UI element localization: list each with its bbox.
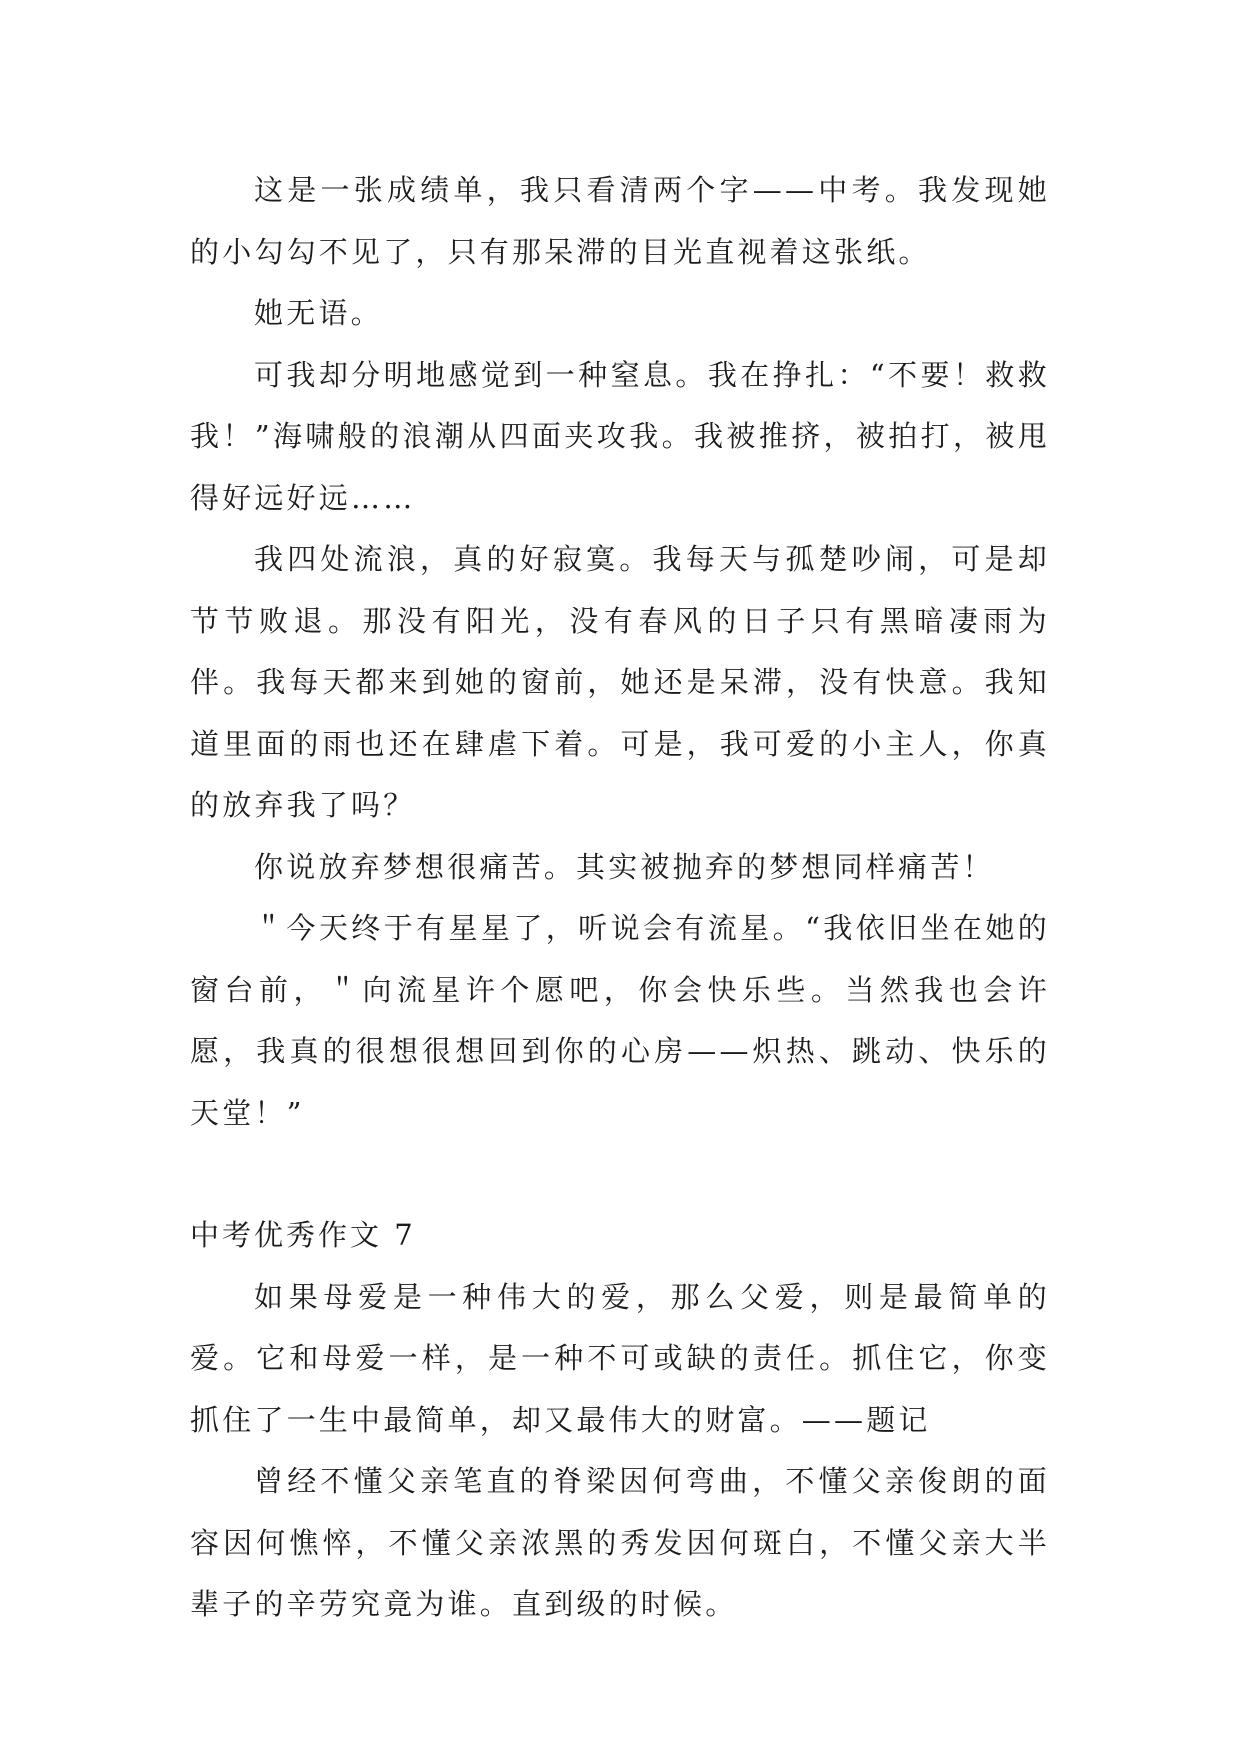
paragraph: 我四处流浪，真的好寂寞。我每天与孤楚吵闹，可是却节节败退。那没有阳光，没有春风的日子只有黑暗凄雨为伴。我每天都来到她的窗前，她还是呆滞，没有快意。我知道里面的雨也还在肆虐下着。可是，我可爱的小主人，你真的放弃我了吗？ <box>190 542 1050 822</box>
paragraph: 她无语。 <box>254 296 383 330</box>
paragraph: 可我却分明地感觉到一种窒息。我在挣扎：“不要！救救我！”海啸般的浪潮从四面夹攻我。我被推挤，被拍打，被甩得好远好远…… <box>190 357 1050 515</box>
section-title: 中考优秀作文 7 <box>190 1218 416 1252</box>
document-body <box>190 160 1050 1636</box>
paragraph: 这是一张成绩单，我只看清两个字——中考。我发现她的小勾勾不见了，只有那呆滞的目光直视着这张纸。 <box>190 173 1050 269</box>
paragraph: 你说放弃梦想很痛苦。其实被抛弃的梦想同样痛苦！ <box>254 849 995 884</box>
paragraph: 如果母爱是一种伟大的爱，那么父爱，则是最简单的爱。它和母爱一样，是一种不可或缺的责任。抓住它，你变抓住了一生中最简单，却又最伟大的财富。——题记 <box>190 1279 1050 1437</box>
paragraph: 曾经不懂父亲笔直的脊梁因何弯曲，不懂父亲俊朗的面容因何憔悴，不懂父亲浓黑的秀发因何斑白，不懂父亲大半辈子的辛劳究竟为谁。直到级的时候。 <box>190 1464 1050 1621</box>
paragraph: ＂今天终于有星星了，听说会有流星。“我依旧坐在她的窗台前，＂向流星许个愿吧，你会快乐些。当然我也会许愿，我真的很想很想回到你的心房——炽热、跳动、快乐的天堂！” <box>190 911 1050 1130</box>
